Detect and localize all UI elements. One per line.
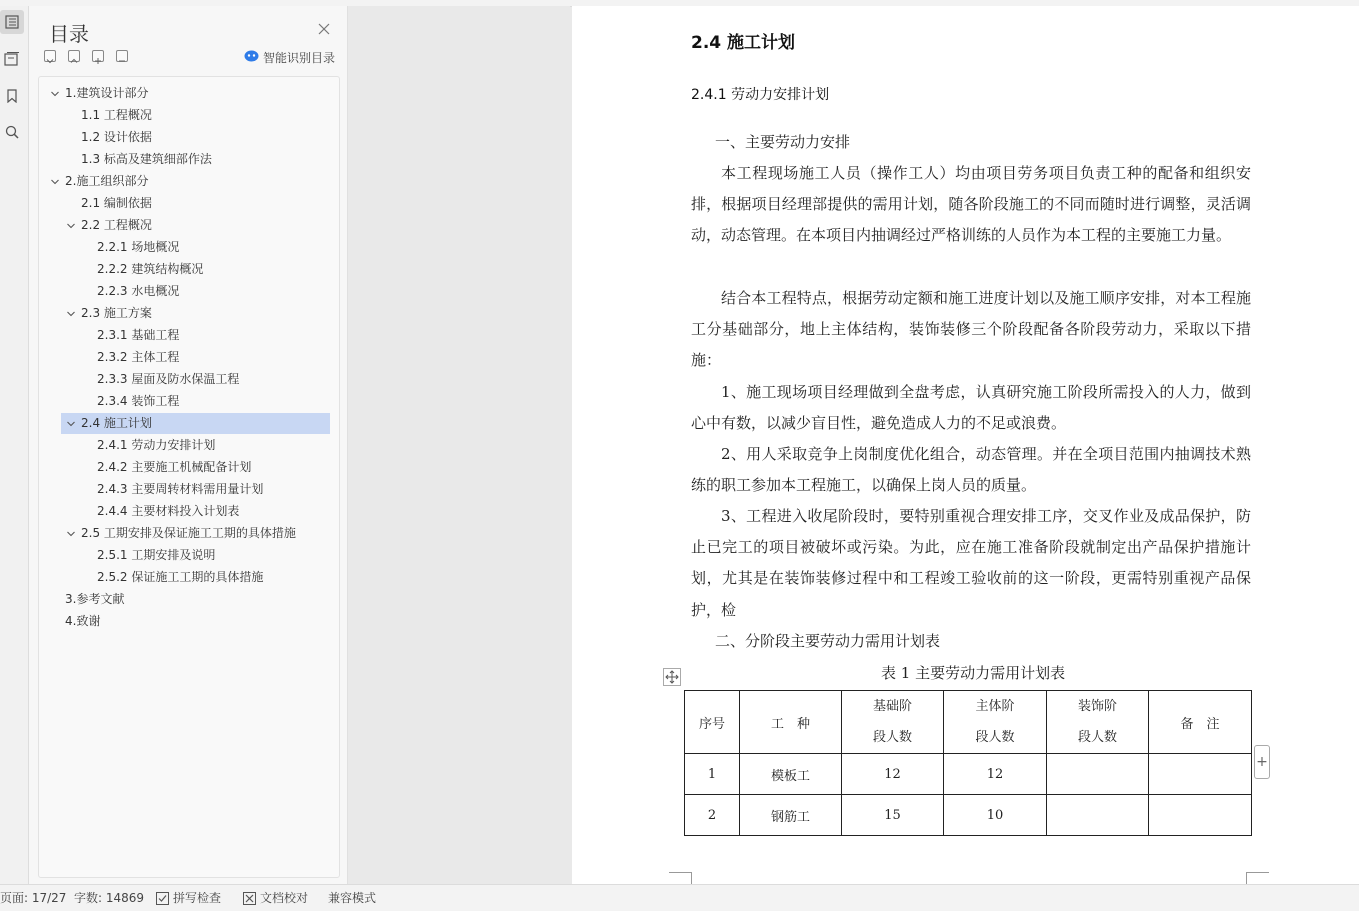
toc-item[interactable]	[61, 413, 330, 434]
toc-item-label: 2.4 施工计划	[81, 416, 152, 430]
chevron-down-icon[interactable]	[66, 221, 76, 231]
page-indicator[interactable]: 页面: 17/27	[0, 891, 67, 905]
toc-item-label: 1.建筑设计部分	[65, 86, 149, 100]
doc-proofread-button[interactable]	[243, 885, 308, 911]
cell-structure: 12	[944, 754, 1047, 795]
table-move-handle[interactable]	[663, 668, 681, 686]
smart-toc-label: 智能识别目录	[263, 51, 336, 65]
cell-no: 2	[685, 795, 740, 836]
toc-item-label: 2.5 工期安排及保证施工工期的具体措施	[81, 526, 296, 540]
header-trade: 工 种	[740, 691, 842, 754]
toc-item-label: 2.2.3 水电概况	[97, 284, 180, 298]
toc-item[interactable]	[39, 325, 337, 346]
toc-item[interactable]	[39, 105, 337, 126]
doc-proofread-label: 文档校对	[260, 891, 309, 905]
chevron-down-icon[interactable]	[66, 309, 76, 319]
toc-item-label: 2.5.1 工期安排及说明	[97, 548, 216, 562]
spell-check-icon	[156, 892, 169, 905]
toc-item[interactable]	[39, 567, 337, 588]
section-title-labor: 一、主要劳动力安排	[715, 133, 851, 151]
toc-panel	[29, 6, 348, 884]
toc-item-label: 2.3.4 装饰工程	[97, 394, 180, 408]
move-icon	[665, 670, 679, 684]
toc-item[interactable]	[39, 127, 337, 148]
toc-item-label: 2.2.2 建筑结构概况	[97, 262, 204, 276]
table-row	[685, 795, 1252, 836]
toc-item[interactable]	[39, 171, 337, 192]
toc-item[interactable]	[39, 435, 337, 456]
subsection-heading: 2.4.1 劳动力安排计划	[691, 87, 830, 103]
document-page[interactable]	[572, 6, 1359, 884]
labor-plan-table[interactable]	[684, 690, 1252, 836]
toc-item-label: 1.1 工程概况	[81, 108, 152, 122]
spell-check-label: 拼写检查	[173, 891, 222, 905]
toc-item[interactable]	[39, 391, 337, 412]
toc-item[interactable]	[39, 479, 337, 500]
toc-item-label: 1.2 设计依据	[81, 130, 152, 144]
section-title-table: 二、分阶段主要劳动力需用计划表	[715, 632, 941, 650]
cell-trade: 模板工	[740, 754, 842, 795]
toc-item[interactable]	[39, 523, 337, 544]
toc-item-label: 2.3 施工方案	[81, 306, 152, 320]
table-row	[685, 754, 1252, 795]
header-no: 序号	[685, 691, 740, 754]
paragraph-1: 本工程现场施工人员（操作工人）均由项目劳务项目负责工种的配备和组织安排，根据项目经理部提供的需用计划，随各阶段施工的不同而随时进行调整，灵活调动，动态管理。在本项目内抽调经过严格训练的人员作为本工程的主要施工力量。	[691, 164, 1251, 245]
chevron-down-icon[interactable]	[50, 177, 60, 187]
paragraph-4: 2、用人采取竞争上岗制度优化组合，动态管理。并在全项目范围内抽调技术熟练的职工参加本工程施工，以确保上岗人员的质量。	[691, 445, 1251, 495]
toc-item-label: 2.4.1 劳动力安排计划	[97, 438, 216, 452]
toc-item-label: 2.4.4 主要材料投入计划表	[97, 504, 240, 518]
toc-item-label: 2.施工组织部分	[65, 174, 149, 188]
toc-item[interactable]	[39, 303, 337, 324]
toc-item[interactable]	[39, 589, 337, 610]
toc-item-label: 2.2 工程概况	[81, 218, 152, 232]
smart-toc-icon	[244, 50, 259, 65]
document-gutter	[348, 6, 570, 884]
compat-mode-label: 兼容模式	[328, 891, 377, 905]
proofread-icon	[243, 892, 256, 905]
toc-item-label: 2.3.1 基础工程	[97, 328, 180, 342]
bookmark-icon[interactable]	[0, 84, 24, 108]
cell-remarks	[1149, 754, 1252, 795]
toc-item[interactable]	[39, 149, 337, 170]
header-foundation: 基础阶 段人数	[842, 691, 944, 754]
header-remarks: 备 注	[1149, 691, 1252, 754]
toc-item[interactable]	[39, 193, 337, 214]
toc-item-label: 2.3.3 屋面及防水保温工程	[97, 372, 240, 386]
cell-no: 1	[685, 754, 740, 795]
spell-check-button[interactable]	[156, 885, 221, 911]
cell-foundation: 15	[842, 795, 944, 836]
chevron-down-icon[interactable]	[66, 529, 76, 539]
toc-panel-title: 目录	[49, 22, 89, 46]
toc-view-icon[interactable]	[0, 10, 24, 34]
chevron-down-icon[interactable]	[66, 419, 76, 429]
section-heading: 2.4 施工计划	[691, 33, 796, 53]
cell-decoration	[1047, 754, 1149, 795]
add-heading-icon[interactable]	[92, 50, 104, 62]
header-decoration: 装饰阶 段人数	[1047, 691, 1149, 754]
smart-toc-button[interactable]	[244, 49, 335, 66]
search-icon[interactable]	[0, 120, 24, 144]
toc-item[interactable]	[39, 259, 337, 280]
cell-remarks	[1149, 795, 1252, 836]
chapter-navigation-icon[interactable]	[0, 47, 24, 71]
toc-item-label: 2.4.2 主要施工机械配备计划	[97, 460, 252, 474]
close-icon[interactable]	[316, 21, 332, 37]
toc-item[interactable]	[39, 215, 337, 236]
toc-item-label: 2.2.1 场地概况	[97, 240, 180, 254]
add-column-button[interactable]: +	[1254, 745, 1270, 779]
toc-item[interactable]	[39, 83, 337, 104]
toc-item-label: 4.致谢	[65, 614, 101, 628]
word-count[interactable]: 字数: 14869	[74, 891, 145, 905]
toc-item-label: 3.参考文献	[65, 592, 125, 606]
toc-item-label: 2.1 编制依据	[81, 196, 152, 210]
table-header-row	[685, 691, 1252, 754]
toc-item-label: 2.4.3 主要周转材料需用量计划	[97, 482, 264, 496]
toc-item-label: 1.3 标高及建筑细部作法	[81, 152, 212, 166]
table-caption: 表 1 主要劳动力需用计划表	[881, 664, 1066, 682]
paragraph-2: 结合本工程特点，根据劳动定额和施工进度计划以及施工顺序安排，对本工程施工分基础部分，地上主体结构，装饰装修三个阶段配备各阶段劳动力，采取以下措施：	[691, 289, 1251, 370]
remove-heading-icon[interactable]	[116, 50, 128, 62]
toc-item[interactable]	[39, 545, 337, 566]
toc-item[interactable]	[39, 369, 337, 390]
collapse-level-icon[interactable]	[44, 50, 56, 62]
cell-trade: 钢筋工	[740, 795, 842, 836]
toc-item[interactable]	[39, 237, 337, 258]
status-bar	[0, 884, 1359, 911]
header-structure: 主体阶 段人数	[944, 691, 1047, 754]
toc-tree	[38, 76, 340, 878]
toc-item-label: 2.5.2 保证施工工期的具体措施	[97, 570, 264, 584]
cell-decoration	[1047, 795, 1149, 836]
toc-item[interactable]	[39, 281, 337, 302]
toc-item[interactable]	[39, 501, 337, 522]
toc-item[interactable]	[39, 611, 337, 632]
cell-foundation: 12	[842, 754, 944, 795]
navigation-icon-bar	[0, 6, 29, 884]
paragraph-5: 3、工程进入收尾阶段时，要特别重视合理安排工序，交叉作业及成品保护，防止已完工的项目被破坏或污染。为此，应在施工准备阶段就制定出产品保护措施计划，尤其是在装饰装修过程中和工程竣工验收前的这一阶段，更需特别重视产品保护，检	[691, 507, 1251, 619]
expand-level-icon[interactable]	[68, 50, 80, 62]
toc-item[interactable]	[39, 457, 337, 478]
toc-item[interactable]	[39, 347, 337, 368]
paragraph-3: 1、施工现场项目经理做到全盘考虑，认真研究施工阶段所需投入的人力，做到心中有数，以减少盲目性，避免造成人力的不足或浪费。	[691, 383, 1251, 433]
cell-structure: 10	[944, 795, 1047, 836]
toc-item-label: 2.3.2 主体工程	[97, 350, 180, 364]
chevron-down-icon[interactable]	[50, 89, 60, 99]
